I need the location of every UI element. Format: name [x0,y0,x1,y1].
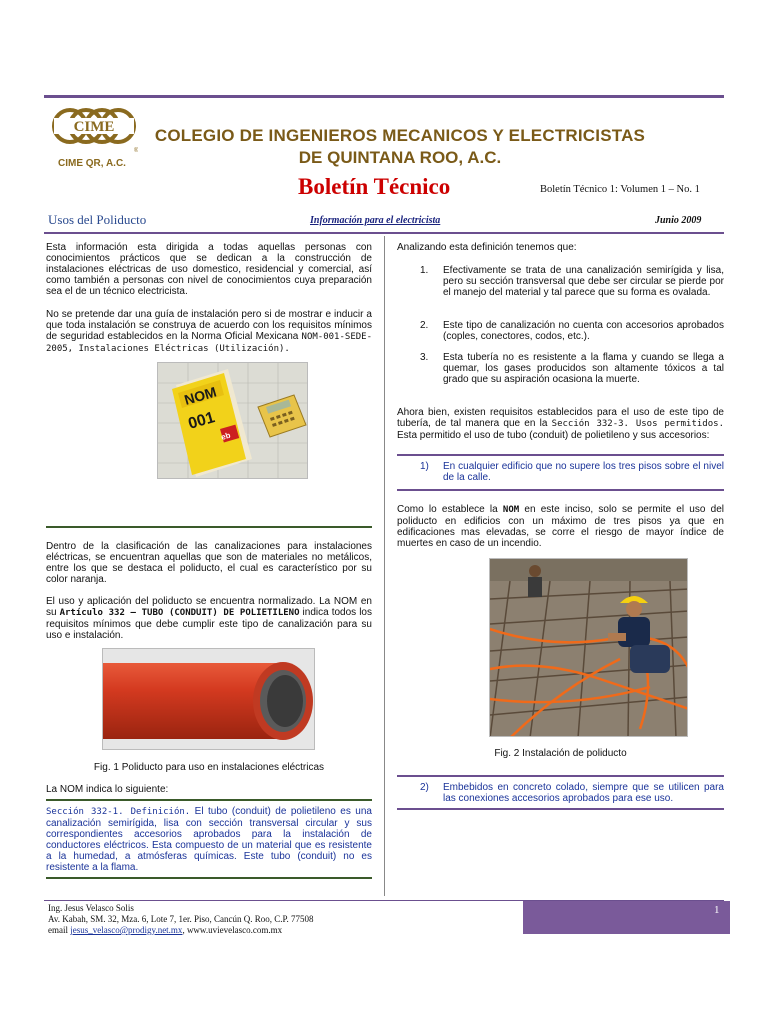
nom-indica-label: La NOM indica lo siguiente: [46,784,169,795]
list-item-3-text: Esta tubería no es resistente a la flama y cuando se llega a quemar, los gases producidos son altamente tóxicos a tal grado que su aspiración ocasiona la muerte. [443,352,724,385]
use2-text: Embebidos en concreto colado, siempre que se utilicen para las conexiones accesorios aprobados para ese uso. [443,782,724,804]
paragraph-nom-limit [397,504,724,549]
footer-email-link[interactable]: jesus_velasco@prodigy.net.mx [70,925,183,935]
use1-top-rule [397,454,724,456]
use2-top-rule [397,775,724,777]
page-number-box [523,901,730,934]
cime-label: CIME QR, A.C. [58,158,126,169]
installation-photo [489,558,688,737]
paragraph-nom [46,309,372,355]
figure1-caption: Fig. 1 Poliducto para uso en instalaciones eléctricas [93,762,325,773]
use1-bottom-rule [397,489,724,491]
installation-illustration [490,559,688,737]
list-item-1-text: Efectivamente se trata de una canalización semirígida y lisa, pero su sección transversal que debe ser circular se pierde por el manejo del material y tal parece que su forma es ovalada. [443,265,724,298]
paragraph-nom-text: No se pretende dar una guía de instalación pero si de mostrar e inducir a que toda instalación se construya de acuerdo con los requisitos mínimos de seguridad establecidos en la Norma Oficial Mexicana [46,309,372,342]
list-item-2-text: Este tipo de canalización no cuenta con accesorios aprobados (coples, conectores, codos, etc.). [443,320,724,342]
college-name-line1: COLEGIO DE INGENIEROS MECANICOS Y ELECTRICISTAS [154,126,646,145]
svg-text:®: ® [134,148,138,154]
use1-number: 1) [420,461,429,472]
nom-limit-text-b: en este inciso, solo se permite el uso del poliducto en edificios con un máximo de tres pisos ya que en edificaciones mas elevadas, se corre el riesgo de mayor índice de muertes en caso de un incendio. [397,504,724,549]
date-label: Junio 2009 [655,215,702,226]
footer-contact [48,925,282,935]
header-top-rule [44,95,724,98]
list-item-1-number: 1. [420,265,429,276]
list-item-2-number: 2. [420,320,429,331]
definition-bottom-rule [46,877,372,879]
footer-email-label: email [48,925,71,935]
svg-text:NOM: NOM [182,383,219,408]
cime-logo-text: CIME [73,119,115,135]
bulletin-title: Boletín Técnico [298,174,451,199]
bulletin-reference: Boletín Técnico 1: Volumen 1 – No. 1 [540,184,700,195]
svg-text:001: 001 [186,409,217,433]
requirements-text-a: Ahora bien, existen requisitos establecidos para el uso de este tipo de tubería, de tal manera que en la [397,407,724,429]
list-item-3-number: 3. [420,352,429,363]
analysis-intro: Analizando esta definición tenemos que: [397,242,577,253]
use2-bottom-rule [397,808,724,810]
definition-text: El tubo (conduit) de polietileno es una canalización semirígida, lisa con sección transversal circular y sus correspondientes accesorios aprobados para la instalación de conductores eléctricos. Esta compuesto de un material que es resistente a la humedad, a atmósferas químicas. Este tubo (conduit) no es resistente a la flama. [46,806,372,873]
header-bottom-rule [44,232,724,234]
definition-heading: Sección 332-1. Definición. [46,807,191,817]
left-section-divider [46,526,372,528]
nom-book-illustration [158,363,308,479]
info-label: Información para el electricista [310,215,441,226]
column-divider [384,236,385,896]
use2-number: 2) [420,782,429,793]
footer-web: , www.uvievelasco.com.mx [182,925,283,935]
requirements-text-b: Esta permitido el uso de tubo (conduit) de polietileno y sus accesorios: [397,430,710,441]
nom-limit-text-a: Como lo establece la [397,504,503,515]
svg-text:eb: eb [220,430,232,442]
article-reference: Artículo 332 – TUBO (CONDUIT) DE POLIETILENO [59,608,300,618]
figure2-caption: Fig. 2 Instalación de poliducto [494,748,627,759]
section-title: Usos del Poliducto [48,212,147,227]
usos-permitidos-reference: Sección 332-3. Usos permitidos. [551,419,724,429]
definition-top-rule [46,799,372,801]
use1-text: En cualquier edificio que no supere los tres pisos sobre el nivel de la calle. [443,461,724,483]
nom-word: NOM [502,505,520,515]
definition-block [46,806,372,873]
nom-book-photo [157,362,308,479]
paragraph-article-text-a: El uso y aplicación del poliducto se encuentra normalizado. La NOM en su [46,596,372,618]
paragraph-intro: Esta información esta dirigida a todas aquellas personas con conocimientos prácticos que se dedican a la construcción de instalaciones eléctricas de uso domestico, residencial y comercial, así como también a personas con nivel de conocimientos cuya preparación sea el de un técnico electricista. [46,242,372,297]
paragraph-article [46,596,372,641]
paragraph-classification: Dentro de la clasificación de las canalizaciones para instalaciones eléctricas, se encuentran aquellas que son de materiales no metálicos, entre los que se destaca el poliducto, el cual es característico por su color naranja. [46,541,372,585]
poliducto-illustration [103,649,315,750]
poliducto-photo [102,648,315,750]
paragraph-requirements [397,407,724,441]
footer-name: Ing. Jesus Velasco Solis [48,903,134,913]
paragraph-article-text-b: indica todos los requisitos mínimos que debe cumplir este tipo de canalización para su uso e instalación. [46,607,372,641]
page-number: 1 [714,904,720,916]
college-name-line2: DE QUINTANA ROO, A.C. [298,148,502,167]
footer-address: Av. Kabah, SM. 32, Mza. 6, Lote 7, 1er. Piso, Cancún Q. Roo, C.P. 77508 [48,914,314,924]
nom-reference: NOM-001-SEDE-2005, Instalaciones Eléctricas (Utilización). [46,332,372,354]
